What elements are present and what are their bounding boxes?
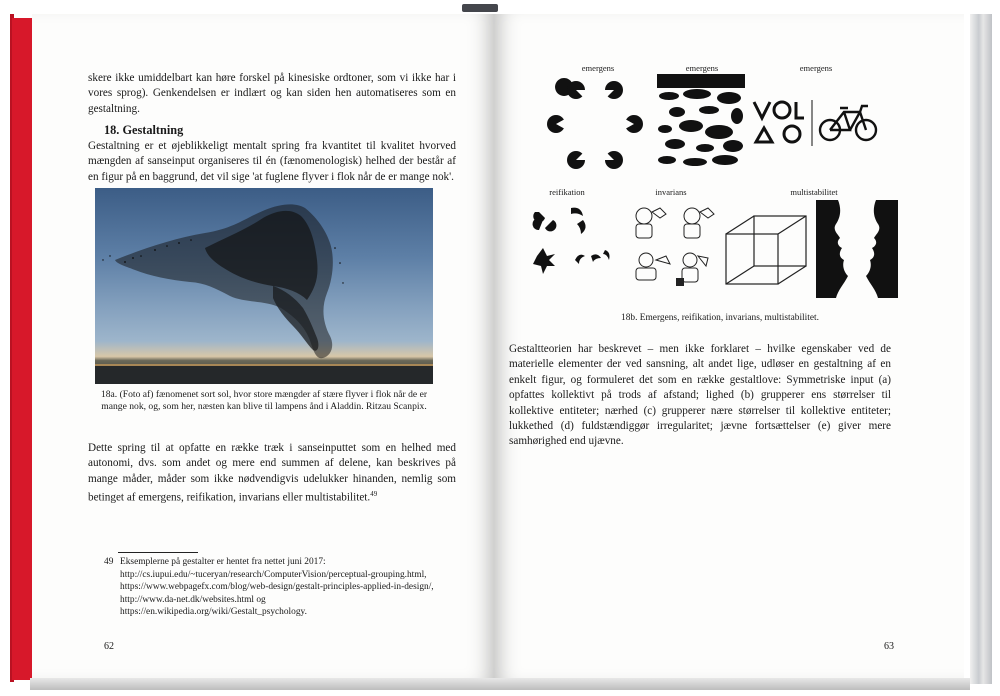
invarians-figure [626, 200, 718, 292]
footnote-link: https://www.webpagefx.com/blog/web-design/gestalt-principles-applied-in-design/, [120, 582, 434, 593]
footnote-link: https://en.wikipedia.org/wiki/Gestalt_psychology. [120, 607, 307, 618]
book-bottom-edge [30, 678, 970, 690]
book-page-edges [970, 14, 992, 684]
page-number-right: 63 [884, 641, 894, 652]
footnote-number: 49 [104, 557, 114, 567]
label-emergens-1: emergens [581, 63, 615, 73]
footnote-link: http://cs.iupui.edu/~tuceryan/research/ComputerVision/perceptual-grouping.html, [120, 569, 427, 580]
footnote-reference: 49 [370, 490, 378, 499]
figure-18b-caption: 18b. Emergens, reifikation, invarians, multistabilitet. [621, 313, 819, 323]
label-reifikation: reifikation [549, 187, 585, 197]
book-gutter-binding [462, 4, 498, 12]
footnote-link: http://www.da-net.dk/websites.html og [120, 594, 266, 605]
left-top-paragraph: skere ikke umiddelbart kan høre forskel på kinesiske ordtoner, som vi ikke har i vores sprog). Genkendelsen er indlært og kan siden hen automatiseres som en gestaltning. [88, 72, 456, 115]
right-body-paragraph: Gestaltteorien har beskrevet – men ikke forklaret – hvilke egenskaber ved de materielle elementer der ved sansning, alt andet lige, udløser en gestaltning af en enkelt figur, og formuleret det som en række gestaltlove: Symmetriske input (a) opfattes kollektivt på trods af afstand; lighed (b) grupperer ens størrelser til kollektive entiteter; nærhed (c) grupperer nære størrelser til kollektive entiteter; lukkethed (d) fuldstændiggør irregularitet; jævne fortsættelser (e) giver mere samhørighed end ujævne. [509, 343, 891, 448]
left-body-paragraph [88, 441, 456, 506]
necker-cube-figure [724, 214, 810, 286]
body-paragraph-text: Dette spring til at opfatte en række træk i sanseinputtet som en helhed med autonomi, dvs. som andet og mere end summen af delene, kan beskrives på mange måder, måder som ikke nødvendigvis udelukker hinanden, nemlig som betinget af emergens, reifikation, invarians eller multistabilitet. [88, 442, 456, 504]
footnote-line: Eksemplerne på gestalter er hentet fra nettet juni 2017: [120, 557, 326, 567]
emergens-volo-bike-figure [752, 98, 882, 148]
rubin-vase-figure [816, 200, 898, 298]
label-multistabilitet: multistabilitet [790, 187, 838, 197]
page-number-left: 62 [104, 641, 114, 652]
emergens-illusory-figure [546, 76, 646, 176]
starling-murmuration-photo [95, 188, 433, 384]
label-emergens-3: emergens [799, 63, 833, 73]
book-red-endband [12, 18, 34, 680]
murmuration-image [95, 188, 433, 384]
reifikation-figure [525, 200, 617, 280]
footnote-text [120, 556, 460, 619]
footnote-rule [118, 552, 198, 553]
label-invarians: invarians [655, 187, 687, 197]
section-heading: 18. Gestaltning [104, 123, 184, 137]
emergens-dalmatian-figure [657, 74, 745, 166]
section-paragraph: Gestaltning er et øjeblikkeligt mentalt spring fra kvantitet til kvalitet hvorved mængden af sanseinput organiseres til én (fænomenologisk) helhed der består af en figur på en baggrund, det vil sige 'at fuglene flyver i flok når de er mange nok'. [88, 140, 456, 183]
label-emergens-2: emergens [685, 63, 719, 73]
photo-caption: 18a. (Foto af) fænomenet sort sol, hvor store mængder af stære flyver i flok når de er mange nok, og, som her, næsten kan blive til lampens ånd i Aladdin. Ritzau Scanpix. [100, 389, 428, 413]
